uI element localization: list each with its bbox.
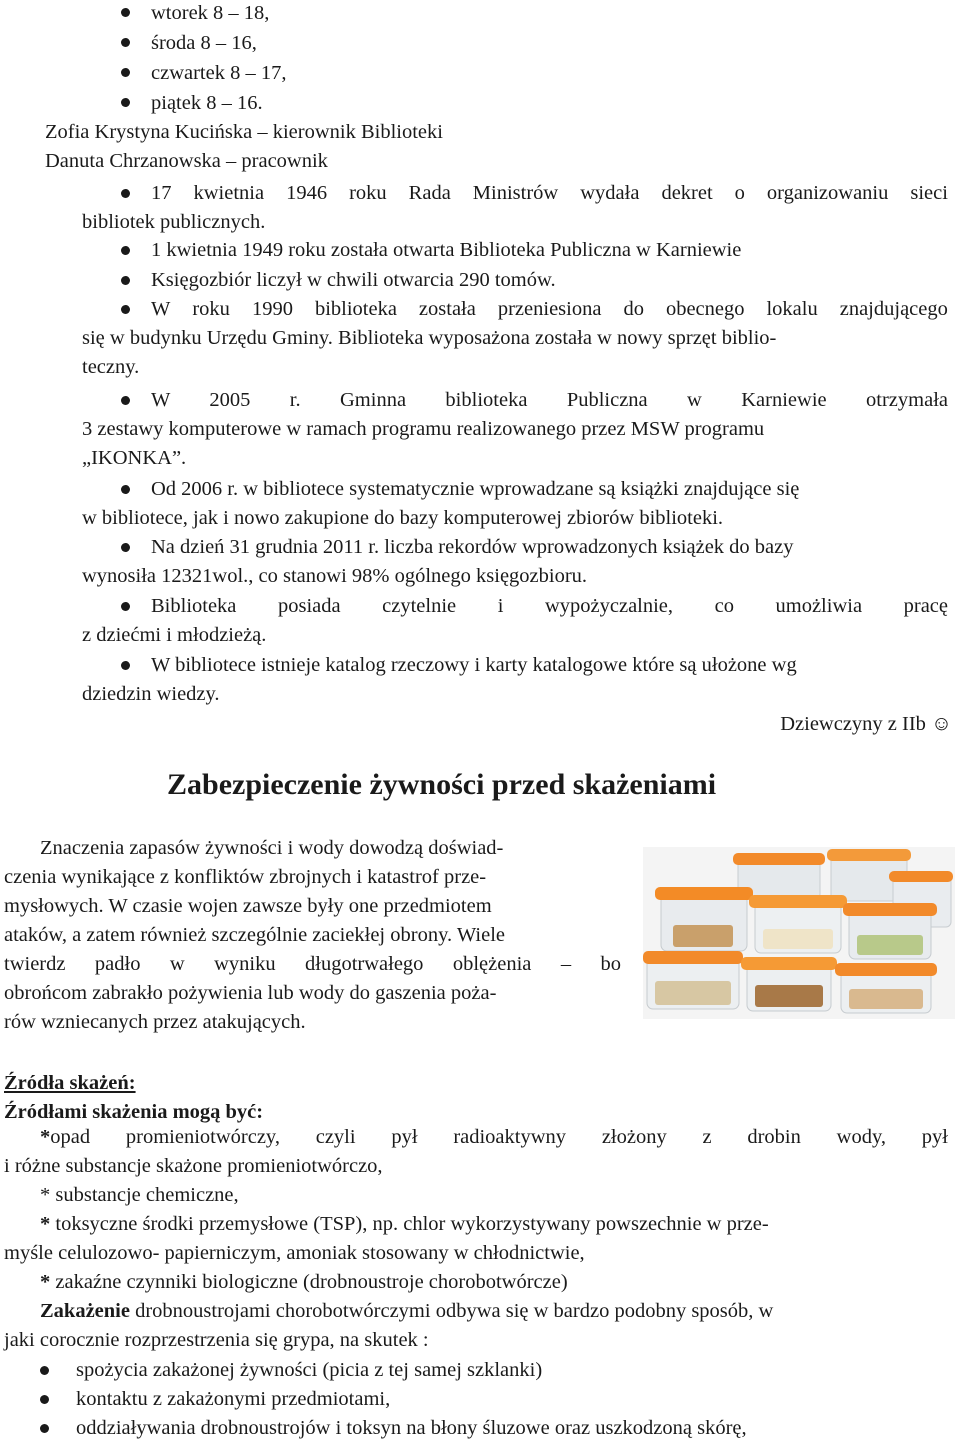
- bullet-icon: [121, 543, 130, 552]
- paragraph-line: wynosiła 12321wol., co stanowi 98% ogólnego księgozbioru.: [82, 565, 588, 587]
- bullet-icon: [121, 8, 130, 17]
- word: organizowaniu: [766, 182, 889, 204]
- bullet-icon: [121, 189, 130, 198]
- bullet-icon: [121, 661, 130, 670]
- word: 17: [151, 182, 172, 204]
- section-title: Zabezpieczenie żywności przed skażeniami: [167, 768, 717, 801]
- source-text: zakaźne czynniki biologiczne (drobnoustroje chorobotwórcze): [55, 1271, 568, 1293]
- staff-line: Zofia Krystyna Kucińska – kierownik Biblioteki: [45, 121, 443, 143]
- word: została: [418, 298, 476, 320]
- sources-intro: Źródłami skażenia mogą być:: [4, 1101, 264, 1123]
- intro-line: czenia wynikające z konfliktów zbrojnych i katastrof prze-: [4, 866, 487, 888]
- word: W: [151, 298, 171, 320]
- route-item: oddziaływania drobnoustrojów i toksyn na błony śluzowe oraz uszkodzoną skórę,: [76, 1417, 747, 1439]
- hours-line: piątek 8 – 16.: [151, 92, 263, 114]
- paragraph-line: Księgozbiór liczył w chwili otwarcia 290 tomów.: [151, 269, 556, 291]
- word: radioaktywny: [453, 1126, 567, 1148]
- bullet-icon: [121, 396, 130, 405]
- paragraph-line: W bibliotece istnieje katalog rzeczowy i karty katalogowe które są ułożone wg: [151, 654, 797, 676]
- bullet-icon: [121, 602, 130, 611]
- infection-line: jaki corocznie rozprzestrzenia się grypa, na skutek :: [4, 1329, 429, 1351]
- paragraph-line: Od 2006 r. w bibliotece systematycznie wprowadzane są książki znajdujące się: [151, 478, 800, 500]
- source-line: [40, 1272, 568, 1293]
- route-item: kontaktu z zakażonymi przedmiotami,: [76, 1388, 391, 1410]
- paragraph-line: „IKONKA”.: [82, 447, 187, 469]
- bullet-icon: [121, 276, 130, 285]
- bullet-icon: [40, 1424, 49, 1433]
- word: do: [623, 298, 644, 320]
- word: znajdującego: [839, 298, 948, 320]
- intro-line: rów wzniecanych przez atakujących.: [4, 1011, 306, 1033]
- signature: Dziewczyny z IIb ☺: [780, 713, 952, 735]
- word: drobin: [747, 1126, 801, 1148]
- source-line: myśle celulozowo- papierniczym, amoniak stosowany w chłodnictwie,: [4, 1242, 585, 1264]
- word: z: [702, 1126, 712, 1148]
- word: pył: [921, 1126, 948, 1148]
- word: wydała: [580, 182, 640, 204]
- word: przeniesiona: [497, 298, 602, 320]
- word: sieci: [910, 182, 948, 204]
- paragraph-line: W 2005 r. Gminna biblioteka Publiczna w Karniewie otrzymała: [151, 389, 948, 411]
- infection-text: drobnoustrojami chorobotwórczymi odbywa się w bardzo podobny sposób, w: [135, 1300, 774, 1322]
- paragraph-line: [151, 299, 948, 320]
- paragraph-line: 3 zestawy komputerowe w ramach programu realizowanego przez MSW programu: [82, 418, 765, 440]
- intro-line: obrońcom zabrakło pożywienia lub wody do gaszenia poża-: [4, 982, 497, 1004]
- paragraph-line: się w budynku Urzędu Gminy. Biblioteka wyposażona została w nowy sprzęt biblio-: [82, 327, 777, 349]
- word: pył: [391, 1126, 418, 1148]
- intro-line: twierdz padło w wyniku długotrwałego oblężenia – bo: [4, 953, 621, 975]
- paragraph-line: [151, 183, 948, 204]
- word: 1946: [286, 182, 328, 204]
- word: o: [734, 182, 745, 204]
- source-line: [40, 1214, 769, 1235]
- paragraph-line: Na dzień 31 grudnia 2011 r. liczba rekordów wprowadzonych książek do bazy: [151, 536, 794, 558]
- word: roku: [192, 298, 230, 320]
- bullet-icon: [121, 485, 130, 494]
- route-item: spożycia zakażonej żywności (picia z tej samej szklanki): [76, 1359, 543, 1381]
- word: biblioteka: [314, 298, 397, 320]
- paragraph-line: dziedzin wiedzy.: [82, 683, 220, 705]
- intro-line: ataków, a zatem również szczególnie zaciekłej obrony. Wiele: [4, 924, 505, 946]
- intro-line: Znaczenia zapasów żywności i wody dowodzą doświad-: [40, 837, 504, 859]
- food-containers-image: [643, 847, 955, 1019]
- asterisk-marker: *: [40, 1271, 51, 1293]
- paragraph-line: w bibliotece, jak i nowo zakupione do bazy komputerowej zbiorów biblioteki.: [82, 507, 724, 529]
- word: 1990: [251, 298, 293, 320]
- bullet-icon: [40, 1366, 49, 1375]
- bullet-icon: [121, 38, 130, 47]
- word: kwietnia: [193, 182, 265, 204]
- word: obecnego: [665, 298, 745, 320]
- infection-term: Zakażenie: [40, 1300, 130, 1322]
- paragraph-line: bibliotek publicznych.: [82, 211, 266, 233]
- word: dekret: [661, 182, 713, 204]
- paragraph-line: teczny.: [82, 356, 140, 378]
- hours-line: czwartek 8 – 17,: [151, 62, 287, 84]
- word: roku: [349, 182, 387, 204]
- word: czyli: [315, 1126, 356, 1148]
- bullet-icon: [121, 68, 130, 77]
- source-line: * substancje chemiczne,: [40, 1184, 239, 1206]
- word: złożony: [601, 1126, 667, 1148]
- infection-line: [40, 1301, 773, 1322]
- asterisk-marker: *: [40, 1213, 51, 1235]
- word: Ministrów: [472, 182, 559, 204]
- intro-line: mysłowych. W czasie wojen zawsze były one przedmiotem: [4, 895, 492, 917]
- paragraph-line: z dziećmi i młodzieżą.: [82, 624, 267, 646]
- asterisk-marker: *: [40, 1126, 51, 1148]
- word: lokalu: [766, 298, 818, 320]
- paragraph-line: Biblioteka posiada czytelnie i wypożyczalnie, co umożliwia pracę: [151, 595, 948, 617]
- bullet-icon: [40, 1395, 49, 1404]
- hours-line: środa 8 – 16,: [151, 32, 257, 54]
- paragraph-line: 1 kwietnia 1949 roku została otwarta Biblioteka Publiczna w Karniewie: [151, 239, 742, 261]
- word: wody,: [836, 1126, 887, 1148]
- source-line: i różne substancje skażone promieniotwórczo,: [4, 1155, 383, 1177]
- word: Rada: [408, 182, 451, 204]
- sources-heading: Źródła skażeń:: [4, 1072, 136, 1094]
- hours-line: wtorek 8 – 18,: [151, 2, 270, 24]
- source-text: toksyczne środki przemysłowe (TSP), np. chlor wykorzystywany powszechnie w prze-: [55, 1213, 769, 1235]
- source-line: *opad promieniotwórczy, czyli pył radioaktywny złożony z drobin wody, pył: [40, 1126, 948, 1148]
- word: promieniotwórczy,: [125, 1126, 280, 1148]
- bullet-icon: [121, 246, 130, 255]
- staff-line: Danuta Chrzanowska – pracownik: [45, 150, 328, 172]
- bullet-icon: [121, 98, 130, 107]
- bullet-icon: [121, 305, 130, 314]
